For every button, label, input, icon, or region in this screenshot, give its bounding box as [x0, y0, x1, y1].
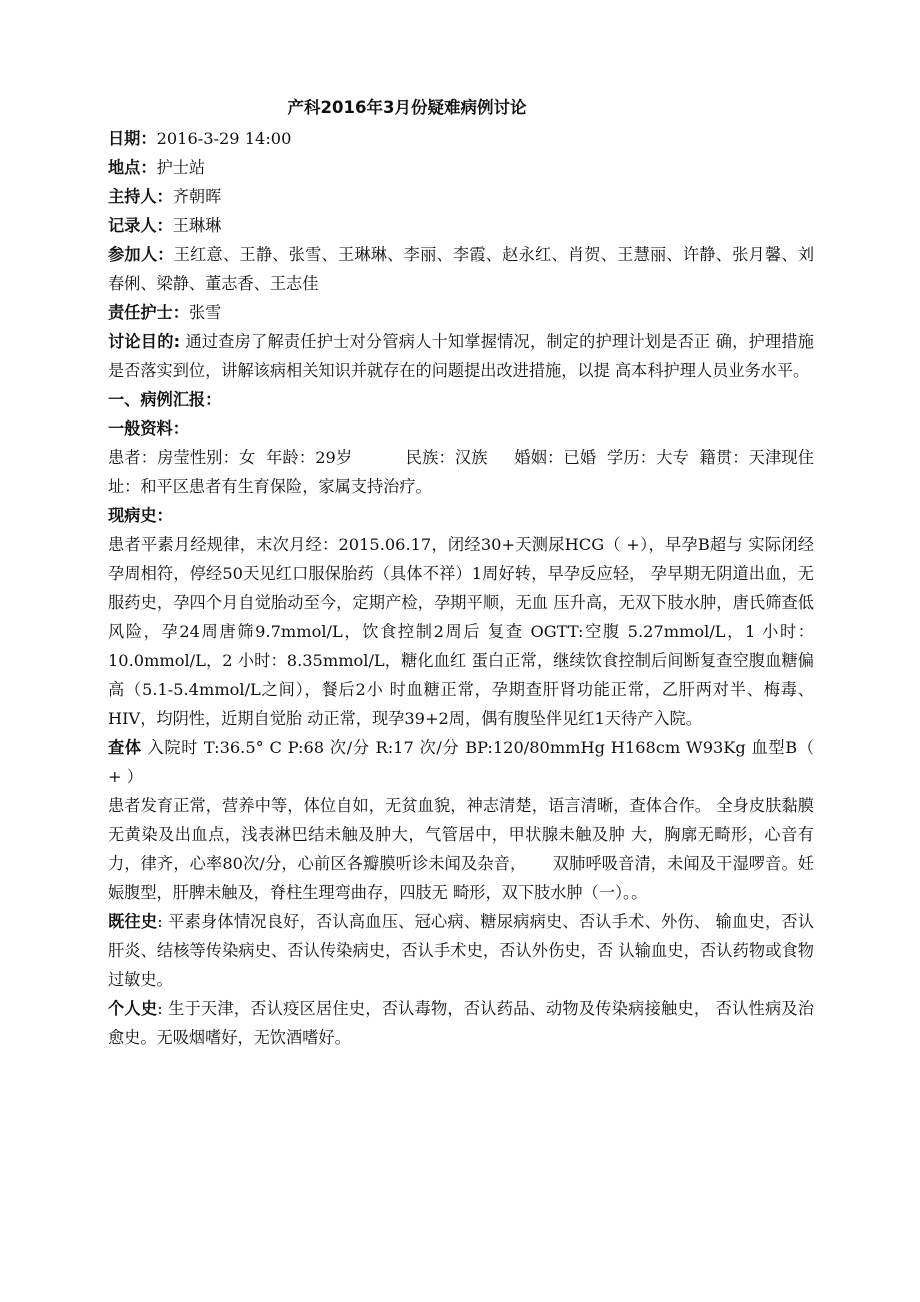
exam-label: 查体 [108, 738, 142, 757]
document-body [108, 124, 814, 1052]
recorder-label: 记录人： [108, 216, 173, 235]
recorder-row [108, 211, 814, 240]
date-row [108, 124, 814, 153]
general-heading: 一般资料： [108, 419, 189, 438]
purpose-value: 通过查房了解责任护士对分管病人十知掌握情况，制定的护理计划是否正 确，护理措施是否落实到位，讲解该病相关知识并就存在的问题提出改进措施，以提 高本科护理人员业务水平。 [108, 332, 814, 380]
place-label: 地点： [108, 158, 157, 177]
host-label: 主持人： [108, 187, 173, 206]
participants-label: 参加人： [108, 245, 174, 264]
document-title: 产科2016年3月份疑难病例讨论 [287, 98, 527, 117]
past-label: 既往史 [108, 912, 158, 931]
past-text: : 平素身体情况良好，否认高血压、冠心病、糖尿病病史、否认手术、外伤、 输血史，否认肝炎、结核等传染病史、否认传染病史，否认手术史，否认外伤史，否 认输血史，否认药物或食物过敏史。 [108, 912, 815, 989]
past-row [108, 907, 814, 994]
date-value: 2016-3-29 14:00 [156, 129, 292, 148]
purpose-label: 讨论目的: [108, 332, 181, 351]
case-report-heading: 一、病例汇报： [108, 390, 222, 409]
host-row [108, 182, 814, 211]
participants-value: 王红意、王静、张雪、王琳琳、李丽、李霞、赵永红、肖贺、王慧丽、许静、张月馨、刘春俐、梁静、董志香、王志佳 [108, 245, 815, 293]
participants-row [108, 240, 814, 298]
purpose-row [108, 327, 814, 385]
personal-row [108, 994, 814, 1052]
personal-label: 个人史 [108, 999, 158, 1018]
nurse-label: 责任护士： [108, 303, 189, 322]
place-value: 护士站 [156, 158, 206, 177]
date-label: 日期： [108, 129, 157, 148]
exam-detail: 患者发育正常，营养中等，体位自如，无贫血貌，神志清楚，语言清晰，查体合作。 全身皮肤黏膜无黄染及出血点，浅表淋巴结未触及肿大，气管居中，甲状腺未触及肿 大，胸廓无畸形，心音有力，律齐，心率80次/分，心前区各瓣膜听诊未闻及杂音， 双肺呼吸音清，未闻及干湿啰音。妊娠腹型，肝脾未触及，脊柱生理弯曲存，四肢无 畸形，双下肢水肿（一）。。 [108, 796, 814, 902]
host-value: 齐朝晖 [172, 187, 222, 206]
exam-text: 入院时 T:36.5° C P:68 次/分 R:17 次/分 BP:120/80mmHg H168cm W93Kg 血型B（ + ） [108, 738, 815, 786]
place-row [108, 153, 814, 182]
present-heading: 现病史： [108, 506, 173, 525]
present-text: 患者平素月经规律，末次月经：2015.06.17，闭经30+天测尿HCG（ +），早孕B超与 实际闭经孕周相符，停经50天见红口服保胎药（具体不祥）1周好转，早孕反应轻， 孕早期无阴道出血，无服药史，孕四个月自觉胎动至今，定期产检，孕期平顺，无血 压升高，无双下肢水肿，唐氏筛查低风险，孕24周唐筛9.7mmol/L，饮食控制2周后 复查 OGTT:空腹 5.27mmol/L，1 小时：10.0mmol/L，2 小时：8.35mmol/L，糖化血红 蛋白正常，继续饮食控制后间断复查空腹血糖偏高（5.1-5.4mmol/L之间），餐后2小 时血糖正常，孕期查肝肾功能正常，乙肝两对半、梅毒、HIV，均阴性，近期自觉胎 动正常，现孕39+2周，偶有腹坠伴见红1天待产入院。 [108, 535, 814, 728]
personal-text: : 生于天津，否认疫区居住史，否认毒物，否认药品、动物及传染病接触史， 否认性病及治愈史。无吸烟嗜好，无饮酒嗜好。 [108, 999, 815, 1047]
general-text: 患者：房莹性别：女 年龄：29岁 民族：汉族 婚姻：已婚 学历：大专 籍贯：天津现住址：和平区患者有生育保险，家属支持治疗。 [108, 448, 814, 496]
nurse-row [108, 298, 814, 327]
exam-row [108, 733, 814, 791]
recorder-value: 王琳琳 [172, 216, 222, 235]
nurse-value: 张雪 [188, 303, 222, 322]
